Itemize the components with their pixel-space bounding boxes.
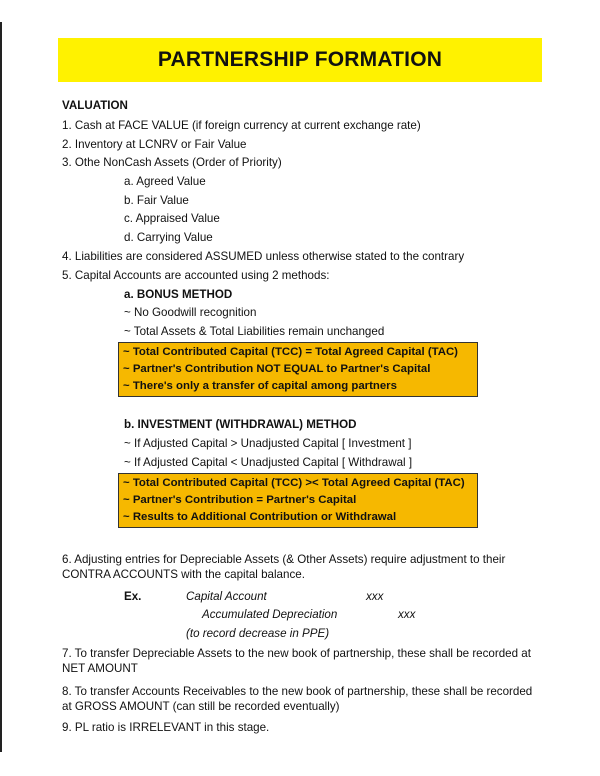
investment-point: ~ If Adjusted Capital < Unadjusted Capital [ Withdrawal ] (124, 456, 413, 469)
example-label: Ex. (124, 590, 142, 603)
valuation-item-4: 4. Liabilities are considered ASSUMED unless otherwise stated to the contrary (62, 250, 465, 263)
valuation-item-5: 5. Capital Accounts are accounted using 2 methods: (62, 269, 330, 282)
item-6-text: 6. Adjusting entries for Depreciable Assets (& Other Assets) require adjustment to their CONTRA ACCOUNTS with the capital balance. (62, 553, 506, 581)
example-note: (to record decrease in PPE) (186, 627, 330, 640)
example-debit-amount: xxx (366, 590, 384, 603)
bonus-point: ~ Total Assets & Total Liabilities remain unchanged (124, 325, 385, 338)
valuation-item-1: 1. Cash at FACE VALUE (if foreign currency at current exchange rate) (62, 119, 421, 132)
investment-method-heading: b. INVESTMENT (WITHDRAWAL) METHOD (124, 418, 357, 431)
bonus-method-heading: a. BONUS METHOD (124, 288, 233, 301)
item-9-text: 9. PL ratio is IRRELEVANT in this stage. (62, 721, 270, 734)
example-credit-account: Accumulated Depreciation (202, 608, 338, 621)
example-debit-account: Capital Account (186, 590, 267, 603)
priority-item: b. Fair Value (124, 194, 189, 207)
item-7-text: 7. To transfer Depreciable Assets to the new book of partnership, these shall be recorded at NET AMOUNT (62, 647, 531, 675)
page-title: PARTNERSHIP FORMATION (157, 48, 443, 71)
valuation-heading: VALUATION (62, 99, 128, 112)
priority-item: a. Agreed Value (124, 175, 206, 188)
priority-item: c. Appraised Value (124, 212, 220, 225)
investment-highlight-row: ~ Partner's Contribution = Partner's Capital (123, 494, 357, 506)
bonus-highlight-row: ~ There's only a transfer of capital among partners (123, 380, 397, 392)
investment-point: ~ If Adjusted Capital > Unadjusted Capital [ Investment ] (124, 437, 412, 450)
example-credit-amount: xxx (398, 608, 416, 621)
left-margin-rule (0, 22, 2, 752)
investment-highlight-row: ~ Total Contributed Capital (TCC) >< Total Agreed Capital (TAC) (123, 477, 465, 489)
investment-highlight-box (118, 473, 478, 528)
bonus-highlight-row: ~ Partner's Contribution NOT EQUAL to Partner's Capital (123, 363, 431, 375)
bonus-highlight-row: ~ Total Contributed Capital (TCC) = Total Agreed Capital (TAC) (123, 346, 458, 358)
bonus-highlight-box (118, 342, 478, 397)
priority-item: d. Carrying Value (124, 231, 213, 244)
valuation-item-3: 3. Othe NonCash Assets (Order of Priority) (62, 156, 282, 169)
investment-highlight-row: ~ Results to Additional Contribution or Withdrawal (123, 511, 397, 523)
item-8-text: 8. To transfer Accounts Receivables to the new book of partnership, these shall be recorded at GROSS AMOUNT (can still be recorded eventually) (62, 685, 533, 713)
bonus-point: ~ No Goodwill recognition (124, 306, 257, 319)
title-banner (58, 38, 542, 82)
valuation-item-2: 2. Inventory at LCNRV or Fair Value (62, 138, 247, 151)
